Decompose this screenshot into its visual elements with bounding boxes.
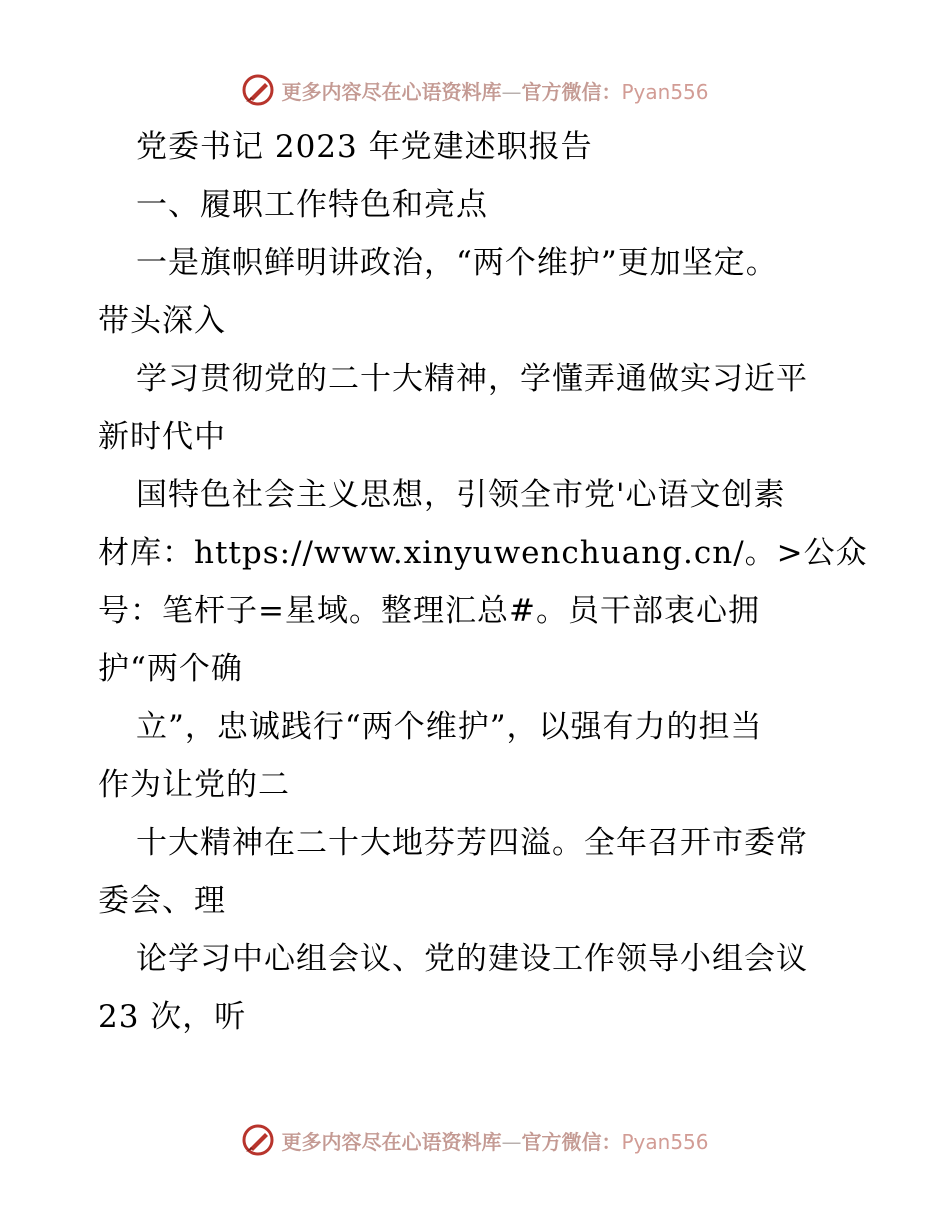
paragraph-line: 带头深入 [98, 303, 226, 339]
document-body [98, 118, 868, 1046]
paragraph-line: 论学习中心组会议、党的建设工作领导小组会议 [136, 941, 808, 977]
document-title: 党委书记 2023 年党建述职报告 [136, 129, 593, 165]
footer-banner-main: 更多内容尽在心语资料库 [281, 1129, 502, 1154]
header-banner-main: 更多内容尽在心语资料库 [281, 79, 502, 104]
paragraph-line: 新时代中 [98, 419, 226, 455]
header-banner-text [281, 76, 708, 105]
paragraph-line: 国特色社会主义思想，引领全市党'心语文创素 [136, 477, 786, 513]
section-heading: 一、履职工作特色和亮点 [136, 187, 488, 223]
paragraph-line: 作为让党的二 [98, 767, 290, 803]
pen-logo-icon [241, 1123, 275, 1157]
footer-banner [0, 1120, 950, 1160]
footer-banner-id: Pyan556 [621, 1129, 709, 1154]
paragraph-line: 材库：https://www.xinyuwenchuang.cn/。>公众 [98, 535, 868, 571]
paragraph-line: 学习贯彻党的二十大精神，学懂弄通做实习近平 [136, 361, 808, 397]
paragraph-line: 护“两个确 [98, 651, 243, 687]
footer-banner-contact: 官方微信： [521, 1129, 622, 1154]
header-banner [0, 70, 950, 110]
header-banner-sep: — [501, 79, 522, 104]
header-banner-contact: 官方微信： [521, 79, 622, 104]
paragraph-line: 一是旗帜鲜明讲政治，“两个维护”更加坚定。 [136, 245, 778, 281]
header-banner-id: Pyan556 [621, 79, 709, 104]
pen-logo-icon [241, 73, 275, 107]
paragraph-line: 立”，忠诚践行“两个维护”，以强有力的担当 [136, 709, 763, 745]
footer-banner-text [281, 1126, 708, 1155]
footer-banner-sep: — [501, 1129, 522, 1154]
paragraph-line: 号：笔杆子=星域。整理汇总#。员干部衷心拥 [98, 593, 760, 629]
paragraph-line: 23 次，听 [98, 999, 247, 1035]
paragraph-line: 十大精神在二十大地芬芳四溢。全年召开市委常 [136, 825, 808, 861]
paragraph-line: 委会、理 [98, 883, 226, 919]
